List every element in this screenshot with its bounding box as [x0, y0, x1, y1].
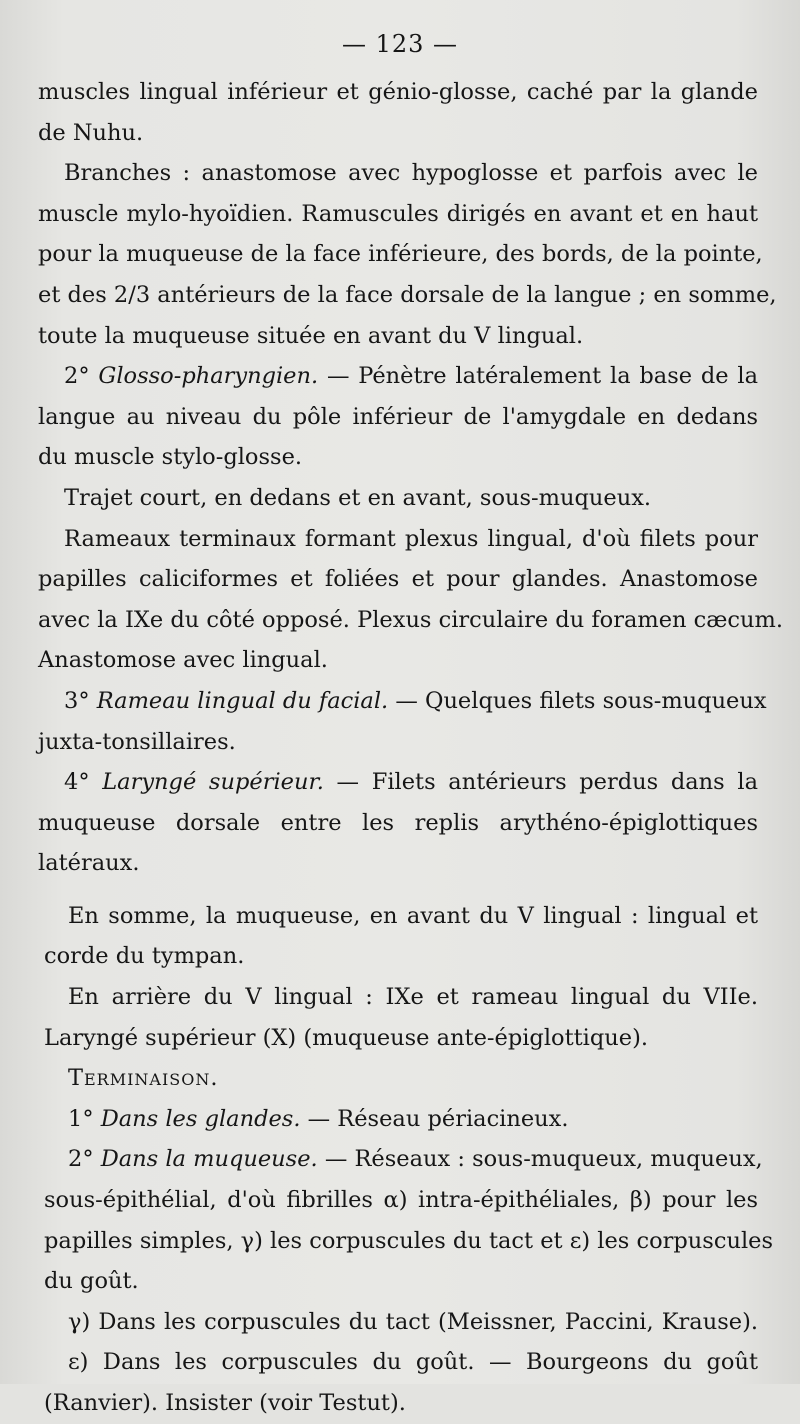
text-line: avec la IXe du côté opposé. Plexus circulaire du foramen cæcum. [38, 606, 784, 633]
text-line: Branches : anastomose avec hypoglosse et parfois avec le [64, 160, 758, 187]
text-line: de Nuhu. [38, 119, 144, 146]
text-line: papilles caliciformes et foliées et pour glandes. Anastomose [38, 566, 758, 593]
text-line [38, 356, 758, 397]
section-heading: Terminaison. [68, 1065, 219, 1092]
text-line: corde du tympan. [44, 943, 245, 970]
item-number: 2° [68, 1146, 101, 1173]
text-line: Rameaux terminaux formant plexus lingual, d'où filets pour [64, 525, 758, 552]
text-line: latéraux. [38, 850, 140, 877]
text-line: Anastomose avec lingual. [38, 647, 328, 674]
body-text [38, 72, 784, 1424]
text-line: juxta-tonsillaires. [38, 728, 236, 755]
text-line [38, 1139, 763, 1180]
item-title: Rameau lingual du facial. [96, 687, 389, 714]
text-line: langue au niveau du pôle inférieur de l'amygdale en dedans [38, 403, 758, 430]
text-line: ε) Dans les corpuscules du goût. — Bourgeons du goût [68, 1349, 758, 1376]
text-line [38, 681, 767, 722]
text-line: toute la muqueuse située en avant du V lingual. [38, 322, 584, 349]
text-line: du muscle stylo-glosse. [38, 444, 303, 471]
item-text: — Filets antérieurs perdus dans la [323, 769, 758, 796]
text-line: muscle mylo-hyoïdien. Ramuscules dirigés en avant et en haut [38, 200, 758, 227]
text-line: du goût. [44, 1268, 139, 1295]
item-number: 4° [64, 769, 103, 796]
item-text: — Réseau périacineux. [300, 1105, 569, 1132]
text-line: (Ranvier). Insister (voir Testut). [44, 1390, 406, 1416]
item-number: 3° [64, 687, 97, 714]
text-line: pour la muqueuse de la face inférieure, des bords, de la pointe, [38, 241, 763, 268]
text-line [38, 1058, 758, 1099]
item-text: — Pénètre latéralement la base de la [318, 363, 758, 390]
item-title: Glosso-pharyngien. [98, 363, 319, 390]
text-line: muqueuse dorsale entre les replis arythéno-épiglottiques [38, 809, 758, 836]
text-line: et des 2/3 antérieurs de la face dorsale de la langue ; en somme, [38, 281, 777, 308]
text-line: γ) Dans les corpuscules du tact (Meissner, Paccini, Krause). [68, 1308, 758, 1335]
text-line: Trajet court, en dedans et en avant, sous-muqueux. [64, 484, 652, 511]
text-line [38, 762, 758, 803]
item-title: Laryngé supérieur. [102, 769, 324, 796]
item-text: — Quelques filets sous-muqueux [388, 687, 767, 714]
item-number: 2° [64, 363, 99, 390]
item-text: — Réseaux : sous-muqueux, muqueux, [317, 1146, 763, 1173]
item-number: 1° [68, 1105, 101, 1132]
text-line [38, 1099, 758, 1140]
text-line: papilles simples, γ) les corpuscules du tact et ε) les corpuscules [44, 1227, 773, 1254]
text-line: Laryngé supérieur (X) (muqueuse ante-épiglottique). [44, 1024, 648, 1051]
item-title: Dans les glandes. [100, 1105, 301, 1132]
item-title: Dans la muqueuse. [100, 1146, 318, 1173]
text-line: En somme, la muqueuse, en avant du V lingual : lingual et [68, 902, 758, 929]
text-line: sous-épithélial, d'où fibrilles α) intra-épithéliales, β) pour les [44, 1187, 758, 1214]
text-line: muscles lingual inférieur et génio-glosse, caché par la glande [38, 79, 758, 105]
text-line: En arrière du V lingual : IXe et rameau lingual du VIIe. [68, 984, 758, 1011]
page-number: — 123 — [341, 30, 459, 58]
